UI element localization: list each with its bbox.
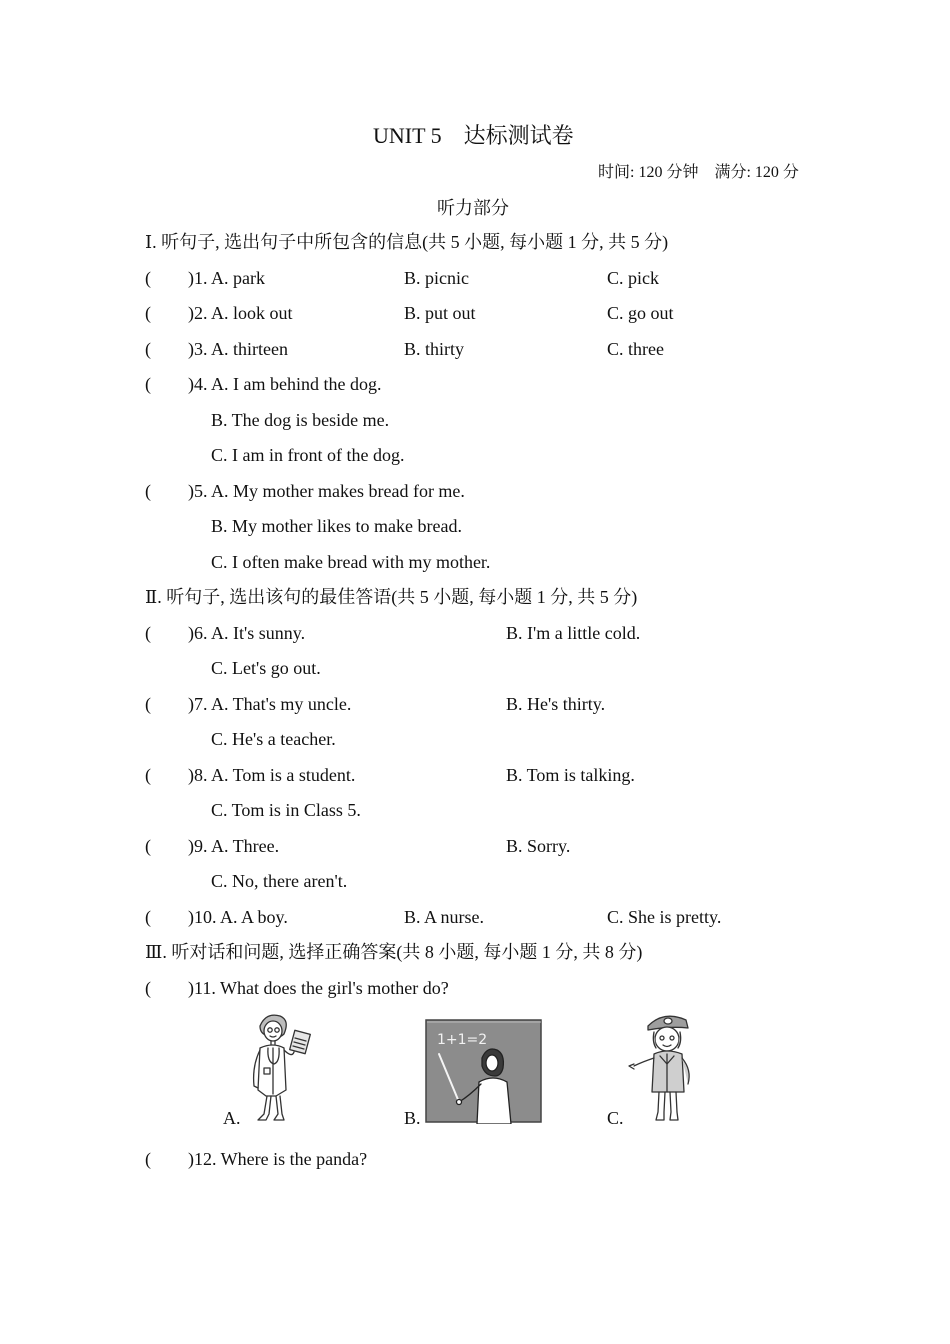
question-8-option-a: )8. A. Tom is a student.	[188, 765, 356, 785]
question-3-option-c: C. three	[607, 339, 664, 359]
question-7-option-a: )7. A. That's my uncle.	[188, 694, 352, 714]
question-2-option-b: B. put out	[404, 303, 476, 323]
answer-paren: (	[145, 374, 151, 394]
question-5-option-b: B. My mother likes to make bread.	[211, 516, 462, 536]
board-equation: 1+1=2	[437, 1032, 488, 1048]
question-3-option-a: )3. A. thirteen	[188, 339, 288, 359]
page-title: UNIT 5 达标测试卷	[373, 123, 574, 148]
answer-paren: (	[145, 836, 151, 856]
answer-paren: (	[145, 623, 151, 643]
question-10-option-b: B. A nurse.	[404, 907, 485, 927]
question-6-option-c: C. Let's go out.	[211, 658, 321, 678]
part-title: 听力部分	[437, 198, 509, 218]
question-4-option-a: )4. A. I am behind the dog.	[188, 374, 382, 394]
answer-paren: (	[145, 303, 151, 323]
answer-paren: (	[145, 481, 151, 501]
question-9-option-a: )9. A. Three.	[188, 836, 280, 856]
answer-paren: (	[145, 765, 151, 785]
question-2-option-a: )2. A. look out	[188, 303, 293, 323]
question-3-option-b: B. thirty	[404, 339, 465, 359]
question-7-option-c: C. He's a teacher.	[211, 729, 336, 749]
picture-option-b-label: B.	[404, 1108, 421, 1128]
question-4-option-c: C. I am in front of the dog.	[211, 445, 405, 465]
question-11-stem: )11. What does the girl's mother do?	[188, 978, 449, 998]
question-4-option-b: B. The dog is beside me.	[211, 410, 390, 430]
question-10-option-a: )10. A. A boy.	[188, 907, 288, 927]
answer-paren: (	[145, 339, 151, 359]
section-heading-3: Ⅲ. 听对话和问题, 选择正确答案(共 8 小题, 每小题 1 分, 共 8 分)	[145, 942, 643, 962]
answer-paren: (	[145, 907, 151, 927]
question-6-option-a: )6. A. It's sunny.	[188, 623, 306, 643]
answer-paren: (	[145, 694, 151, 714]
section-heading-1: Ⅰ. 听句子, 选出句子中所包含的信息(共 5 小题, 每小题 1 分, 共 5 分)	[145, 232, 669, 252]
answer-paren: (	[145, 268, 151, 288]
question-1-option-b: B. picnic	[404, 268, 469, 288]
question-9-option-b: B. Sorry.	[506, 836, 571, 856]
section-heading-2: Ⅱ. 听句子, 选出该句的最佳答语(共 5 小题, 每小题 1 分, 共 5 分)	[145, 587, 638, 607]
question-9-option-c: C. No, there aren't.	[211, 871, 348, 891]
question-2-option-c: C. go out	[607, 303, 674, 323]
answer-paren: (	[145, 978, 151, 998]
answer-paren: (	[145, 1149, 151, 1169]
question-1-option-c: C. pick	[607, 268, 659, 288]
teacher-blackboard-icon	[425, 1018, 543, 1124]
doctor-figure-icon	[240, 1010, 320, 1125]
police-officer-figure-icon	[626, 1008, 706, 1126]
question-5-option-a: )5. A. My mother makes bread for me.	[188, 481, 465, 501]
picture-option-c-label: C.	[607, 1108, 624, 1128]
picture-option-a-label: A.	[223, 1108, 241, 1128]
question-10-option-c: C. She is pretty.	[607, 907, 722, 927]
question-6-option-b: B. I'm a little cold.	[506, 623, 641, 643]
question-12-stem: )12. Where is the panda?	[188, 1149, 368, 1169]
question-7-option-b: B. He's thirty.	[506, 694, 606, 714]
question-8-option-c: C. Tom is in Class 5.	[211, 800, 361, 820]
question-8-option-b: B. Tom is talking.	[506, 765, 635, 785]
question-1-option-a: )1. A. park	[188, 268, 265, 288]
time-info: 时间: 120 分钟 满分: 120 分	[598, 164, 799, 181]
question-5-option-c: C. I often make bread with my mother.	[211, 552, 491, 572]
